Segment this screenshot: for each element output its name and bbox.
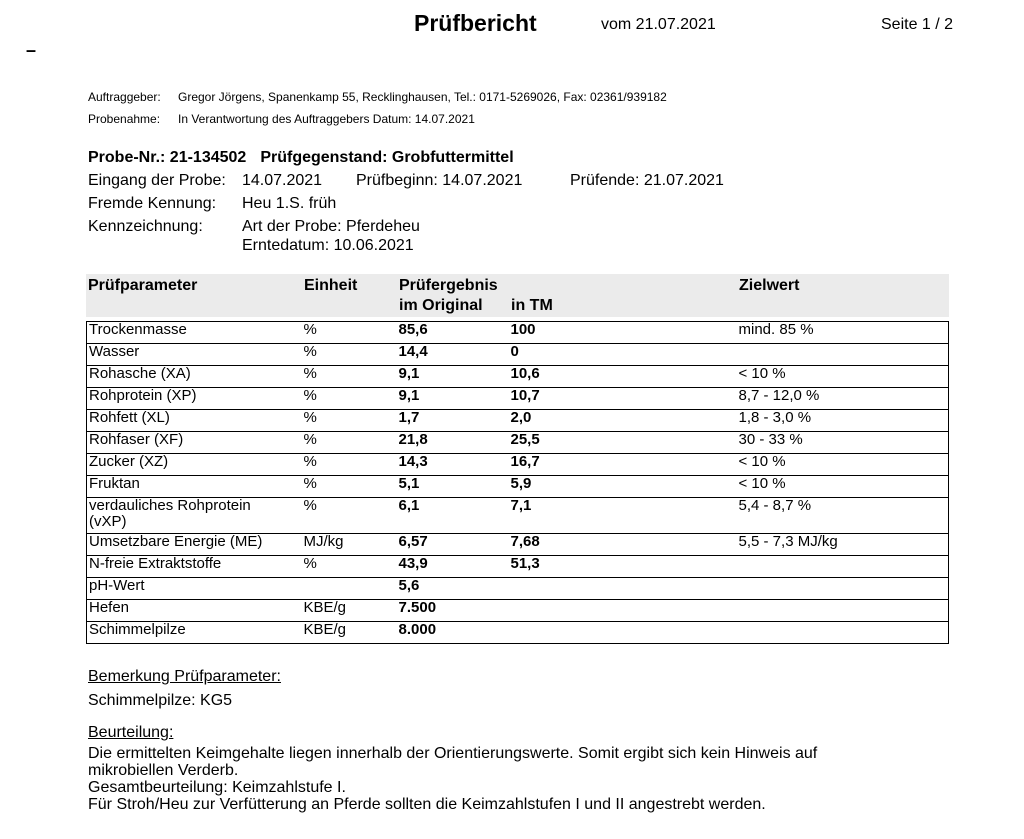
auftraggeber-value: Gregor Jörgens, Spanenkamp 55, Recklinghausen, Tel.: 0171-5269026, Fax: 02361/939182 xyxy=(178,90,667,104)
kennzeichnung-art: Art der Probe: Pferdeheu xyxy=(242,218,420,235)
cell-zielwert xyxy=(733,600,949,622)
header-einheit: Einheit xyxy=(304,277,358,294)
table-row xyxy=(87,432,949,454)
cell-tm: 10,7 xyxy=(509,388,733,410)
table-row xyxy=(87,498,949,534)
probe-heading xyxy=(88,149,514,167)
cell-tm: 10,6 xyxy=(509,366,733,388)
auftraggeber-line xyxy=(88,90,667,104)
cell-original: 6,1 xyxy=(397,498,509,534)
cell-tm: 7,1 xyxy=(509,498,733,534)
cell-original: 5,1 xyxy=(397,476,509,498)
results-table-body xyxy=(87,322,949,644)
beurteilung-line-3: Gesamtbeurteilung: Keimzahlstufe I. xyxy=(88,779,346,796)
fremde-kennung-label: Fremde Kennung: xyxy=(88,195,217,212)
cell-einheit: % xyxy=(302,498,397,534)
cell-einheit xyxy=(302,578,397,600)
cell-original: 5,6 xyxy=(397,578,509,600)
dash-mark: – xyxy=(26,40,37,60)
header-pruefergebnis: Prüfergebnis xyxy=(399,277,498,294)
fremde-kennung-value: Heu 1.S. früh xyxy=(242,195,337,212)
page-number: Seite 1 / 2 xyxy=(881,16,954,33)
cell-zielwert xyxy=(733,578,949,600)
cell-einheit: % xyxy=(302,556,397,578)
cell-einheit: % xyxy=(302,476,397,498)
table-row xyxy=(87,476,949,498)
cell-tm: 100 xyxy=(509,322,733,344)
cell-original: 9,1 xyxy=(397,366,509,388)
cell-original: 8.000 xyxy=(397,622,509,644)
cell-zielwert xyxy=(733,344,949,366)
cell-einheit: MJ/kg xyxy=(302,534,397,556)
cell-tm: 51,3 xyxy=(509,556,733,578)
table-row xyxy=(87,366,949,388)
cell-original: 14,3 xyxy=(397,454,509,476)
cell-zielwert xyxy=(733,622,949,644)
cell-einheit: % xyxy=(302,454,397,476)
cell-einheit: % xyxy=(302,432,397,454)
cell-tm: 16,7 xyxy=(509,454,733,476)
cell-original: 14,4 xyxy=(397,344,509,366)
table-row xyxy=(87,578,949,600)
cell-tm: 5,9 xyxy=(509,476,733,498)
cell-tm: 7,68 xyxy=(509,534,733,556)
cell-einheit: % xyxy=(302,366,397,388)
table-row xyxy=(87,534,949,556)
header-pruefparameter: Prüfparameter xyxy=(88,277,198,294)
cell-parameter: Trockenmasse xyxy=(87,322,302,344)
cell-zielwert: < 10 % xyxy=(733,476,949,498)
cell-original: 1,7 xyxy=(397,410,509,432)
cell-zielwert: 30 - 33 % xyxy=(733,432,949,454)
cell-zielwert: 5,5 - 7,3 MJ/kg xyxy=(733,534,949,556)
cell-tm xyxy=(509,622,733,644)
cell-zielwert: mind. 85 % xyxy=(733,322,949,344)
cell-parameter: Schimmelpilze xyxy=(87,622,302,644)
cell-parameter: Rohasche (XA) xyxy=(87,366,302,388)
cell-einheit: % xyxy=(302,344,397,366)
cell-tm xyxy=(509,600,733,622)
cell-tm xyxy=(509,578,733,600)
bemerkung-text: Schimmelpilze: KG5 xyxy=(88,692,233,709)
cell-parameter-line-1: verdauliches Rohprotein xyxy=(89,497,251,514)
pruefbeginn: Prüfbeginn: 14.07.2021 xyxy=(356,172,523,189)
pruefende: Prüfende: 21.07.2021 xyxy=(570,172,724,189)
cell-parameter: Rohfett (XL) xyxy=(87,410,302,432)
cell-original: 9,1 xyxy=(397,388,509,410)
cell-parameter: Hefen xyxy=(87,600,302,622)
header-zielwert: Zielwert xyxy=(739,277,800,294)
beurteilung-text xyxy=(88,745,968,813)
table-row xyxy=(87,622,949,644)
cell-parameter-line-2: (vXP) xyxy=(89,513,127,530)
probenahme-line xyxy=(88,112,475,126)
eingang-value: 14.07.2021 xyxy=(242,172,323,189)
cell-zielwert: 5,4 - 8,7 % xyxy=(733,498,949,534)
cell-einheit: % xyxy=(302,388,397,410)
auftraggeber-label: Auftraggeber: xyxy=(88,90,161,104)
kennzeichnung-label: Kennzeichnung: xyxy=(88,218,203,235)
header-im-original: im Original xyxy=(399,297,483,314)
cell-original: 85,6 xyxy=(397,322,509,344)
cell-einheit: % xyxy=(302,322,397,344)
cell-parameter: pH-Wert xyxy=(87,578,302,600)
cell-parameter: Zucker (XZ) xyxy=(87,454,302,476)
eingang-label: Eingang der Probe: xyxy=(88,172,226,189)
cell-zielwert: 8,7 - 12,0 % xyxy=(733,388,949,410)
table-row xyxy=(87,600,949,622)
cell-parameter xyxy=(87,498,302,534)
cell-einheit: % xyxy=(302,410,397,432)
table-row xyxy=(87,388,949,410)
cell-parameter: Fruktan xyxy=(87,476,302,498)
cell-zielwert: 1,8 - 3,0 % xyxy=(733,410,949,432)
header-in-tm: in TM xyxy=(511,297,553,314)
kennzeichnung-erntedatum: Erntedatum: 10.06.2021 xyxy=(242,237,414,254)
cell-zielwert: < 10 % xyxy=(733,366,949,388)
cell-original: 21,8 xyxy=(397,432,509,454)
report-date: vom 21.07.2021 xyxy=(601,16,716,33)
cell-parameter: Rohfaser (XF) xyxy=(87,432,302,454)
cell-parameter: Wasser xyxy=(87,344,302,366)
probenahme-value: In Verantwortung des Auftraggebers Datum: 14.07.2021 xyxy=(178,112,475,126)
cell-tm: 0 xyxy=(509,344,733,366)
cell-zielwert: < 10 % xyxy=(733,454,949,476)
bemerkung-heading: Bemerkung Prüfparameter: xyxy=(88,668,281,685)
table-row xyxy=(87,322,949,344)
beurteilung-line-2: mikrobiellen Verderb. xyxy=(88,762,239,779)
table-row xyxy=(87,410,949,432)
probe-number: Probe-Nr.: 21-134502 xyxy=(88,149,247,166)
cell-original: 43,9 xyxy=(397,556,509,578)
cell-original: 7.500 xyxy=(397,600,509,622)
beurteilung-line-1: Die ermittelten Keimgehalte liegen innerhalb der Orientierungswerte. Somit ergibt sich kein Hinweis auf xyxy=(88,745,818,762)
beurteilung-heading: Beurteilung: xyxy=(88,724,174,741)
cell-parameter: N-freie Extraktstoffe xyxy=(87,556,302,578)
report-title: Prüfbericht xyxy=(414,10,537,36)
cell-tm: 2,0 xyxy=(509,410,733,432)
results-table xyxy=(86,321,949,644)
cell-parameter: Umsetzbare Energie (ME) xyxy=(87,534,302,556)
table-row xyxy=(87,344,949,366)
cell-einheit: KBE/g xyxy=(302,622,397,644)
table-row xyxy=(87,556,949,578)
table-row xyxy=(87,454,949,476)
cell-original: 6,57 xyxy=(397,534,509,556)
cell-zielwert xyxy=(733,556,949,578)
table-header xyxy=(86,274,949,317)
cell-einheit: KBE/g xyxy=(302,600,397,622)
probe-gegenstand: Prüfgegenstand: Grobfuttermittel xyxy=(260,149,514,166)
cell-parameter: Rohprotein (XP) xyxy=(87,388,302,410)
probenahme-label: Probenahme: xyxy=(88,112,161,126)
beurteilung-line-4: Für Stroh/Heu zur Verfütterung an Pferde sollten die Keimzahlstufen I und II angestrebt werden. xyxy=(88,796,766,813)
cell-tm: 25,5 xyxy=(509,432,733,454)
